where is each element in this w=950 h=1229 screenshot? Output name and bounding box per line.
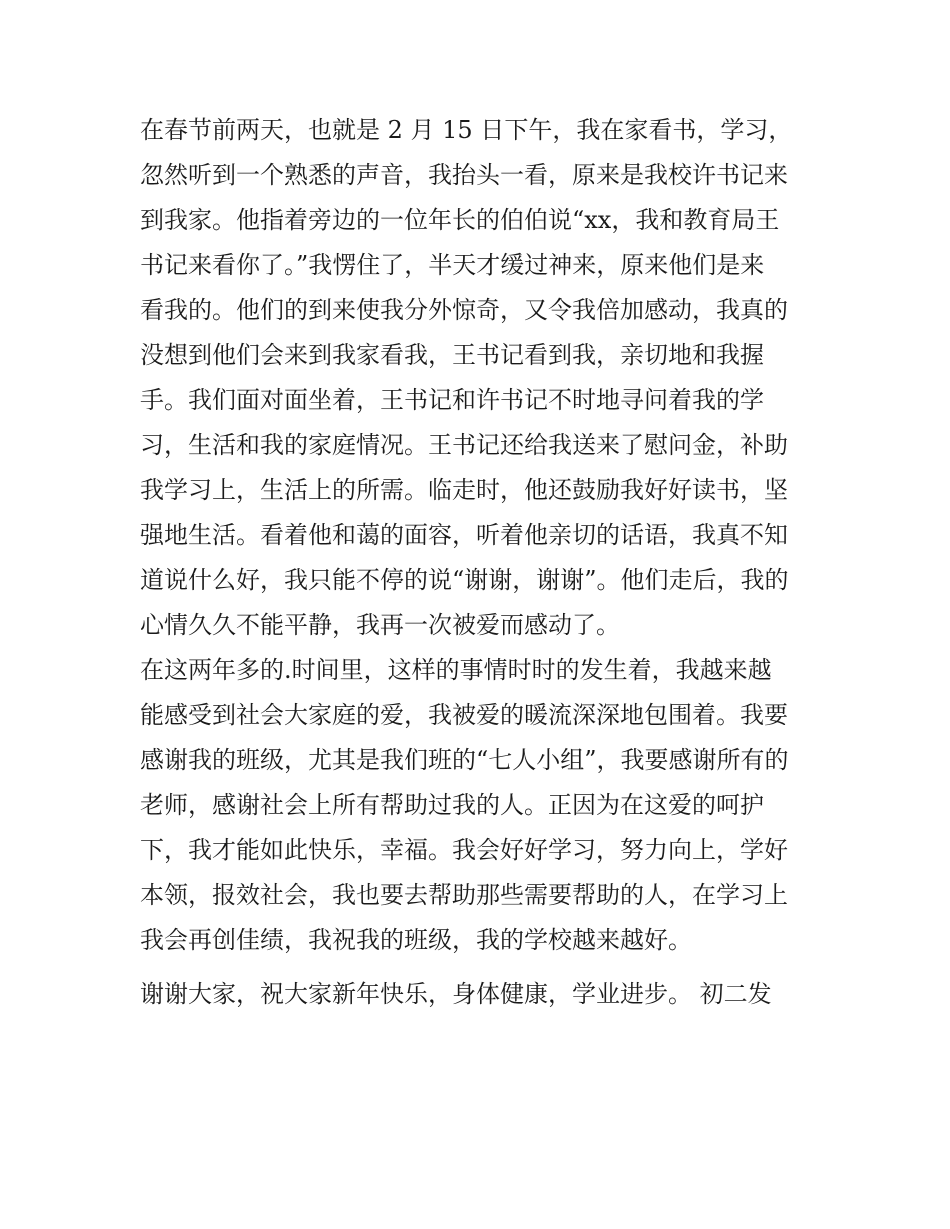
paragraph-spacer — [140, 963, 820, 972]
text-line: 到我家。他指着旁边的一位年长的伯伯说“xx，我和教育局王 — [140, 206, 780, 234]
text-line: 我学习上，生活上的所需。临走时，他还鼓励我好好读书，坚 — [140, 476, 788, 504]
text-line: 我会再创佳绩，我祝我的班级，我的学校越来越好。 — [140, 926, 692, 954]
paragraph-3 — [140, 972, 820, 1017]
text-line: 能感受到社会大家庭的爱，我被爱的暖流深深地包围着。我要 — [140, 701, 788, 729]
text-line: 下，我才能如此快乐，幸福。我会好好学习，努力向上，学好 — [140, 836, 788, 864]
paragraph-2 — [140, 648, 820, 963]
document-body — [140, 108, 820, 1017]
text-line: 谢谢大家，祝大家新年快乐，身体健康，学业进步。 初二发 — [140, 980, 772, 1008]
text-line: 没想到他们会来到我家看我，王书记看到我，亲切地和我握 — [140, 341, 764, 369]
text-line: 看我的。他们的到来使我分外惊奇，又令我倍加感动，我真的 — [140, 296, 788, 324]
text-line: 手。我们面对面坐着，王书记和许书记不时地寻问着我的学 — [140, 386, 764, 414]
text-line: 道说什么好，我只能不停的说“谢谢，谢谢”。他们走后，我的 — [140, 566, 789, 594]
text-line: 心情久久不能平静，我再一次被爱而感动了。 — [140, 611, 620, 639]
text-line: 书记来看你了。”我愣住了，半天才缓过神来，原来他们是来 — [140, 251, 765, 279]
paragraph-1 — [140, 108, 820, 648]
text-line: 老师，感谢社会上所有帮助过我的人。正因为在这爱的呵护 — [140, 791, 764, 819]
text-line: 感谢我的班级，尤其是我们班的“七人小组”，我要感谢所有的 — [140, 746, 789, 774]
text-line: 在春节前两天，也就是 2 月 15 日下午，我在家看书，学习， — [140, 116, 793, 144]
text-line: 强地生活。看着他和蔼的面容，听着他亲切的话语，我真不知 — [140, 521, 788, 549]
text-line: 在这两年多的.时间里，这样的事情时时的发生着，我越来越 — [140, 656, 772, 684]
text-line: 本领，报效社会，我也要去帮助那些需要帮助的人，在学习上 — [140, 881, 788, 909]
text-line: 忽然听到一个熟悉的声音，我抬头一看，原来是我校许书记来 — [140, 161, 788, 189]
text-line: 习，生活和我的家庭情况。王书记还给我送来了慰问金，补助 — [140, 431, 788, 459]
